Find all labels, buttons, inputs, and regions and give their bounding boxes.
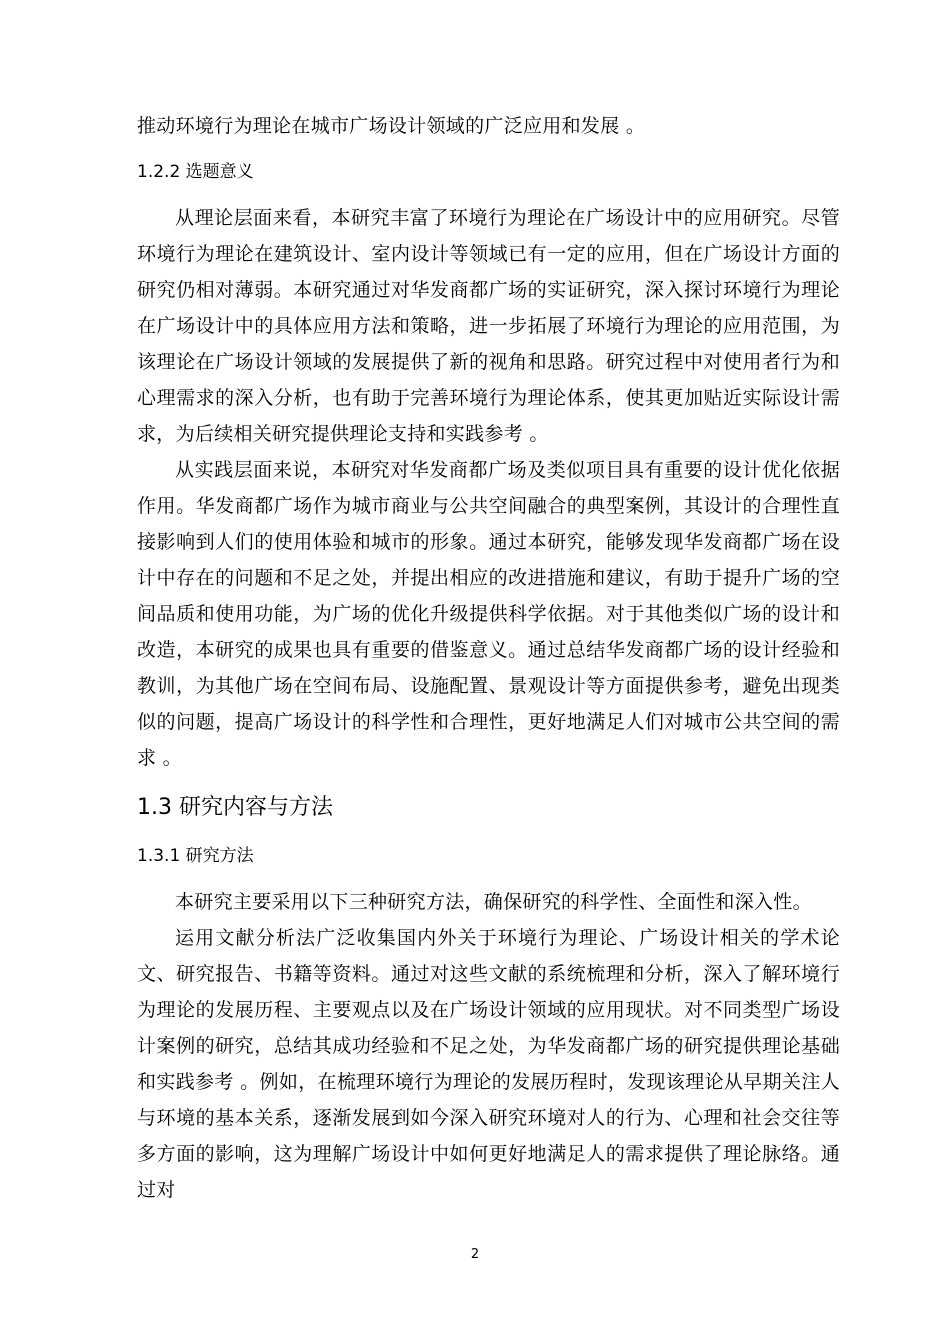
paragraph-theory-significance: 从理论层面来看，本研究丰富了环境行为理论在广场设计中的应用研究。尽管环境行为理论在建筑设计、室内设计等领域已有一定的应用，但在广场设计方面的研究仍相对薄弱。本研究通过对华发商都广场的实证研究，深入探讨环境行为理论在广场设计中的具体应用方法和策略，进一步拓展了环境行为理论的应用范围，为该理论在广场设计领域的发展提供了新的视角和思路。研究过程中对使用者行为和心理需求的深入分析，也有助于完善环境行为理论体系，使其更加贴近实际设计需求，为后续相关研究提供理论支持和实践参考 。 <box>137 207 840 445</box>
section-heading-1-3: 1.3 研究内容与方法 <box>137 795 333 820</box>
document-body <box>137 108 840 1208</box>
lead-paragraph: 推动环境行为理论在城市广场设计领域的广泛应用和发展 。 <box>137 115 646 137</box>
page-number: 2 <box>470 1247 480 1262</box>
paragraph-methods-intro: 本研究主要采用以下三种研究方法，确保研究的科学性、全面性和深入性。 <box>175 891 812 913</box>
section-heading-1-3-1: 1.3.1 研究方法 <box>137 846 254 866</box>
section-heading-1-2-2: 1.2.2 选题意义 <box>137 162 254 182</box>
paragraph-literature-analysis: 运用文献分析法广泛收集国内外关于环境行为理论、广场设计相关的学术论文、研究报告、书籍等资料。通过对这些文献的系统梳理和分析，深入了解环境行为理论的发展历程、主要观点以及在广场设计领域的应用现状。对不同类型广场设计案例的研究，总结其成功经验和不足之处，为华发商都广场的研究提供理论基础和实践参考 。例如，在梳理环境行为理论的发展历程时，发现该理论从早期关注人与环境的基本关系，逐渐发展到如今深入研究环境对人的行为、心理和社会交往等多方面的影响，这为理解广场设计中如何更好地满足人的需求提供了理论脉络。通过对 <box>137 927 840 1201</box>
paragraph-practice-significance: 从实践层面来说，本研究对华发商都广场及类似项目具有重要的设计优化依据作用。华发商都广场作为城市商业与公共空间融合的典型案例，其设计的合理性直接影响到人们的使用体验和城市的形象。通过本研究，能够发现华发商都广场在设计中存在的问题和不足之处，并提出相应的改进措施和建议，有助于提升广场的空间品质和使用功能，为广场的优化升级提供科学依据。对于其他类似广场的设计和改造，本研究的成果也具有重要的借鉴意义。通过总结华发商都广场的设计经验和教训，为其他广场在空间布局、设施配置、景观设计等方面提供参考，避免出现类似的问题，提高广场设计的科学性和合理性，更好地满足人们对城市公共空间的需求 。 <box>137 459 840 769</box>
